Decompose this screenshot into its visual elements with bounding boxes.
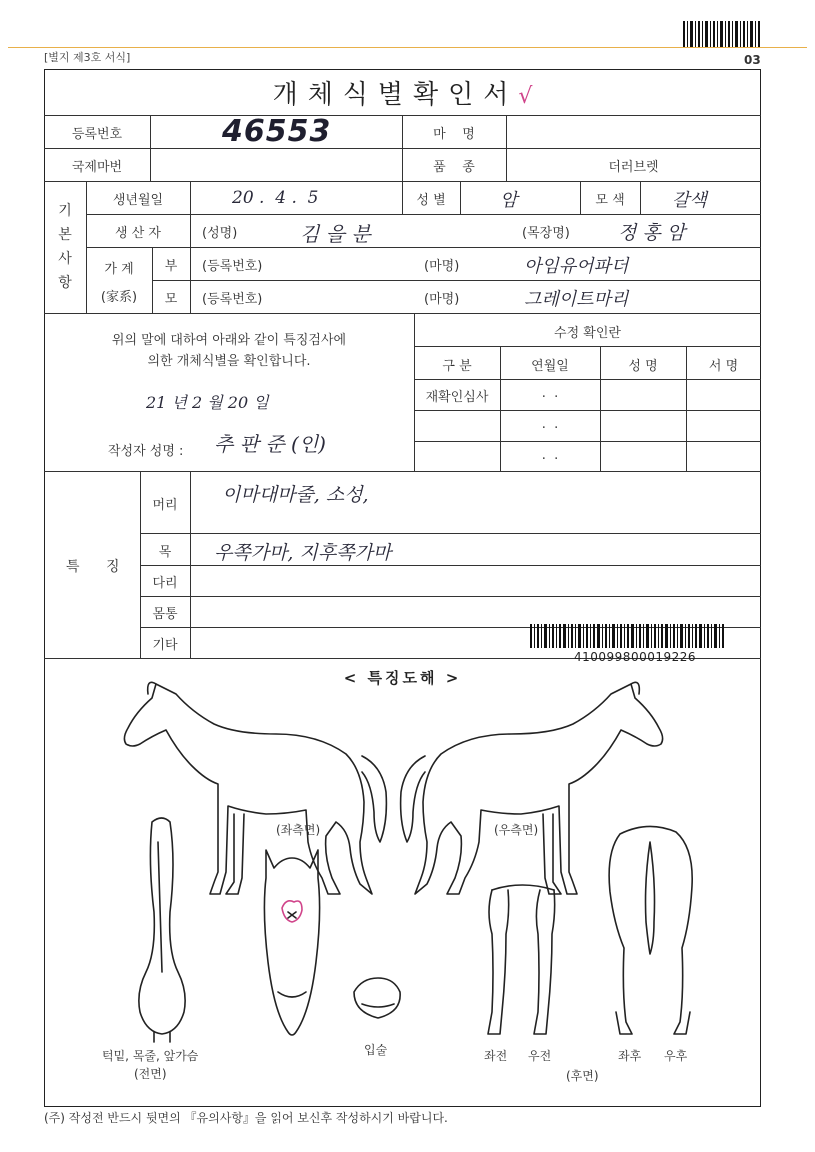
left-side-horse-drawing bbox=[124, 682, 386, 894]
horse-name-label: 마 명 bbox=[433, 127, 475, 142]
features-label-2: 징 bbox=[106, 559, 120, 575]
farm-label: (목장명) bbox=[522, 226, 570, 241]
breed-value: 더러브렛 bbox=[608, 160, 659, 175]
revision-col-type: 구 분 bbox=[442, 359, 472, 374]
pedigree-label-hanja: (家系) bbox=[100, 290, 138, 305]
right-side-label: (우측면) bbox=[494, 823, 539, 837]
author-value: 추 판 준 (인) bbox=[214, 432, 326, 456]
pedigree-label: 가 계 bbox=[104, 262, 134, 277]
breed-label: 품 종 bbox=[433, 160, 475, 175]
rule bbox=[86, 247, 761, 248]
page-number: 03 bbox=[744, 53, 761, 67]
reg-no-label: 등록번호 bbox=[71, 127, 123, 142]
horse-diagram bbox=[96, 672, 716, 1092]
dam-reg-label: (등록번호) bbox=[202, 292, 263, 307]
left-hind-label: 좌후 bbox=[618, 1049, 642, 1063]
other-label: 기타 bbox=[152, 638, 178, 653]
document-title bbox=[44, 74, 761, 111]
right-hind-label: 우후 bbox=[664, 1049, 688, 1063]
left-fore-label: 좌전 bbox=[484, 1049, 508, 1063]
revision-col-date: 연월일 bbox=[531, 359, 569, 374]
front-legs-drawing bbox=[488, 885, 555, 1034]
barcode-number: 410099800019226 bbox=[574, 650, 697, 664]
left-side-label: (좌측면) bbox=[276, 823, 321, 837]
sire-reg-label: (등록번호) bbox=[202, 259, 263, 274]
statement-line-2: 의한 개체식별을 확인합니다. bbox=[147, 354, 311, 369]
sire-name-value: 아임유어파더 bbox=[524, 256, 629, 277]
revision-row2-date: . . bbox=[541, 417, 559, 432]
rule bbox=[44, 313, 761, 314]
dam-name-label: (마명) bbox=[424, 292, 460, 307]
footer-note: (주) 작성전 반드시 뒷면의 『유의사항』을 읽어 보신후 작성하시기 바랍니다. bbox=[44, 1111, 448, 1125]
rule bbox=[414, 410, 761, 411]
rule bbox=[414, 346, 761, 347]
basic-label-1: 기 bbox=[58, 203, 72, 219]
reg-no-value: 46553 bbox=[222, 114, 332, 149]
revision-header: 수정 확인란 bbox=[554, 326, 621, 341]
legs-label: 다리 bbox=[152, 576, 178, 591]
basic-label-3: 사 bbox=[58, 251, 72, 267]
front-label: (전면) bbox=[134, 1067, 167, 1081]
color-value: 갈색 bbox=[672, 190, 707, 211]
form-number: [별지 제3호 서식] bbox=[44, 51, 131, 64]
rule bbox=[414, 379, 761, 380]
dam-name-value: 그레이트마리 bbox=[524, 289, 629, 310]
color-label: 모 색 bbox=[595, 193, 625, 208]
revision-row3-date: . . bbox=[541, 448, 559, 463]
revision-col-sign: 서 명 bbox=[708, 359, 739, 374]
head-label: 머리 bbox=[152, 498, 178, 513]
basic-label-2: 본 bbox=[58, 227, 72, 243]
rule bbox=[460, 181, 461, 214]
rule bbox=[152, 280, 761, 281]
rear-label: (후면) bbox=[566, 1069, 599, 1083]
sex-label: 성 별 bbox=[416, 193, 446, 208]
basic-label-4: 항 bbox=[58, 275, 72, 291]
forehead-marking-x bbox=[288, 912, 296, 918]
rule bbox=[414, 441, 761, 442]
revision-row1-date: . . bbox=[541, 386, 559, 401]
rule bbox=[44, 471, 761, 472]
neck-value: 우쪽가마, 지후쪽가마 bbox=[214, 542, 392, 564]
written-date: 21 년 2 월 20 일 bbox=[146, 393, 269, 412]
rule bbox=[140, 533, 761, 534]
sire-label: 부 bbox=[164, 259, 178, 274]
dam-label: 모 bbox=[164, 292, 178, 307]
revision-col-name: 성 명 bbox=[628, 359, 658, 374]
front-view-drawing bbox=[139, 818, 185, 1042]
right-fore-label: 우전 bbox=[528, 1049, 552, 1063]
lips-label: 입술 bbox=[364, 1043, 388, 1057]
rear-view-drawing bbox=[609, 826, 692, 1034]
farm-value: 정 홍 암 bbox=[618, 222, 686, 244]
head-value: 이마대마줄, 소성, bbox=[222, 484, 369, 506]
rule bbox=[150, 115, 151, 181]
breeder-name-value: 김 을 분 bbox=[300, 222, 371, 246]
forehead-marking-shape bbox=[282, 901, 302, 922]
rule bbox=[140, 596, 761, 597]
right-side-horse-drawing bbox=[401, 682, 663, 894]
rule bbox=[86, 214, 761, 215]
neck-label: 목 bbox=[158, 545, 172, 560]
breeder-label: 생 산 자 bbox=[115, 226, 161, 241]
features-label-1: 특 bbox=[66, 559, 80, 575]
birth-label: 생년월일 bbox=[112, 193, 164, 208]
diagram-title: < 특징도해 > bbox=[343, 669, 462, 687]
breeder-name-label: (성명) bbox=[202, 226, 238, 241]
sire-name-label: (마명) bbox=[424, 259, 460, 274]
front-caption: 턱밑, 목줄, 앞가슴 bbox=[102, 1049, 199, 1063]
head-front-drawing bbox=[264, 850, 319, 1035]
rule bbox=[190, 247, 191, 313]
title-text: 개체식별확인서 bbox=[272, 80, 519, 110]
body-label: 몸통 bbox=[152, 607, 178, 622]
intl-no-label: 국제마번 bbox=[71, 160, 123, 175]
rule bbox=[190, 181, 191, 247]
sex-value: 암 bbox=[500, 190, 518, 211]
author-label: 작성자 성명 : bbox=[108, 444, 184, 459]
barcode bbox=[530, 624, 726, 648]
birth-value: 20 . 4 . 5 bbox=[232, 188, 319, 208]
check-mark: √ bbox=[518, 84, 533, 109]
rule bbox=[140, 565, 761, 566]
rule bbox=[640, 181, 641, 214]
top-barcode bbox=[683, 21, 761, 47]
revision-row1-type: 재확인심사 bbox=[425, 390, 489, 405]
header-rule bbox=[8, 47, 807, 48]
lips-drawing bbox=[354, 978, 400, 1018]
statement-line-1: 위의 말에 대하여 아래와 같이 특징검사에 bbox=[111, 333, 347, 348]
